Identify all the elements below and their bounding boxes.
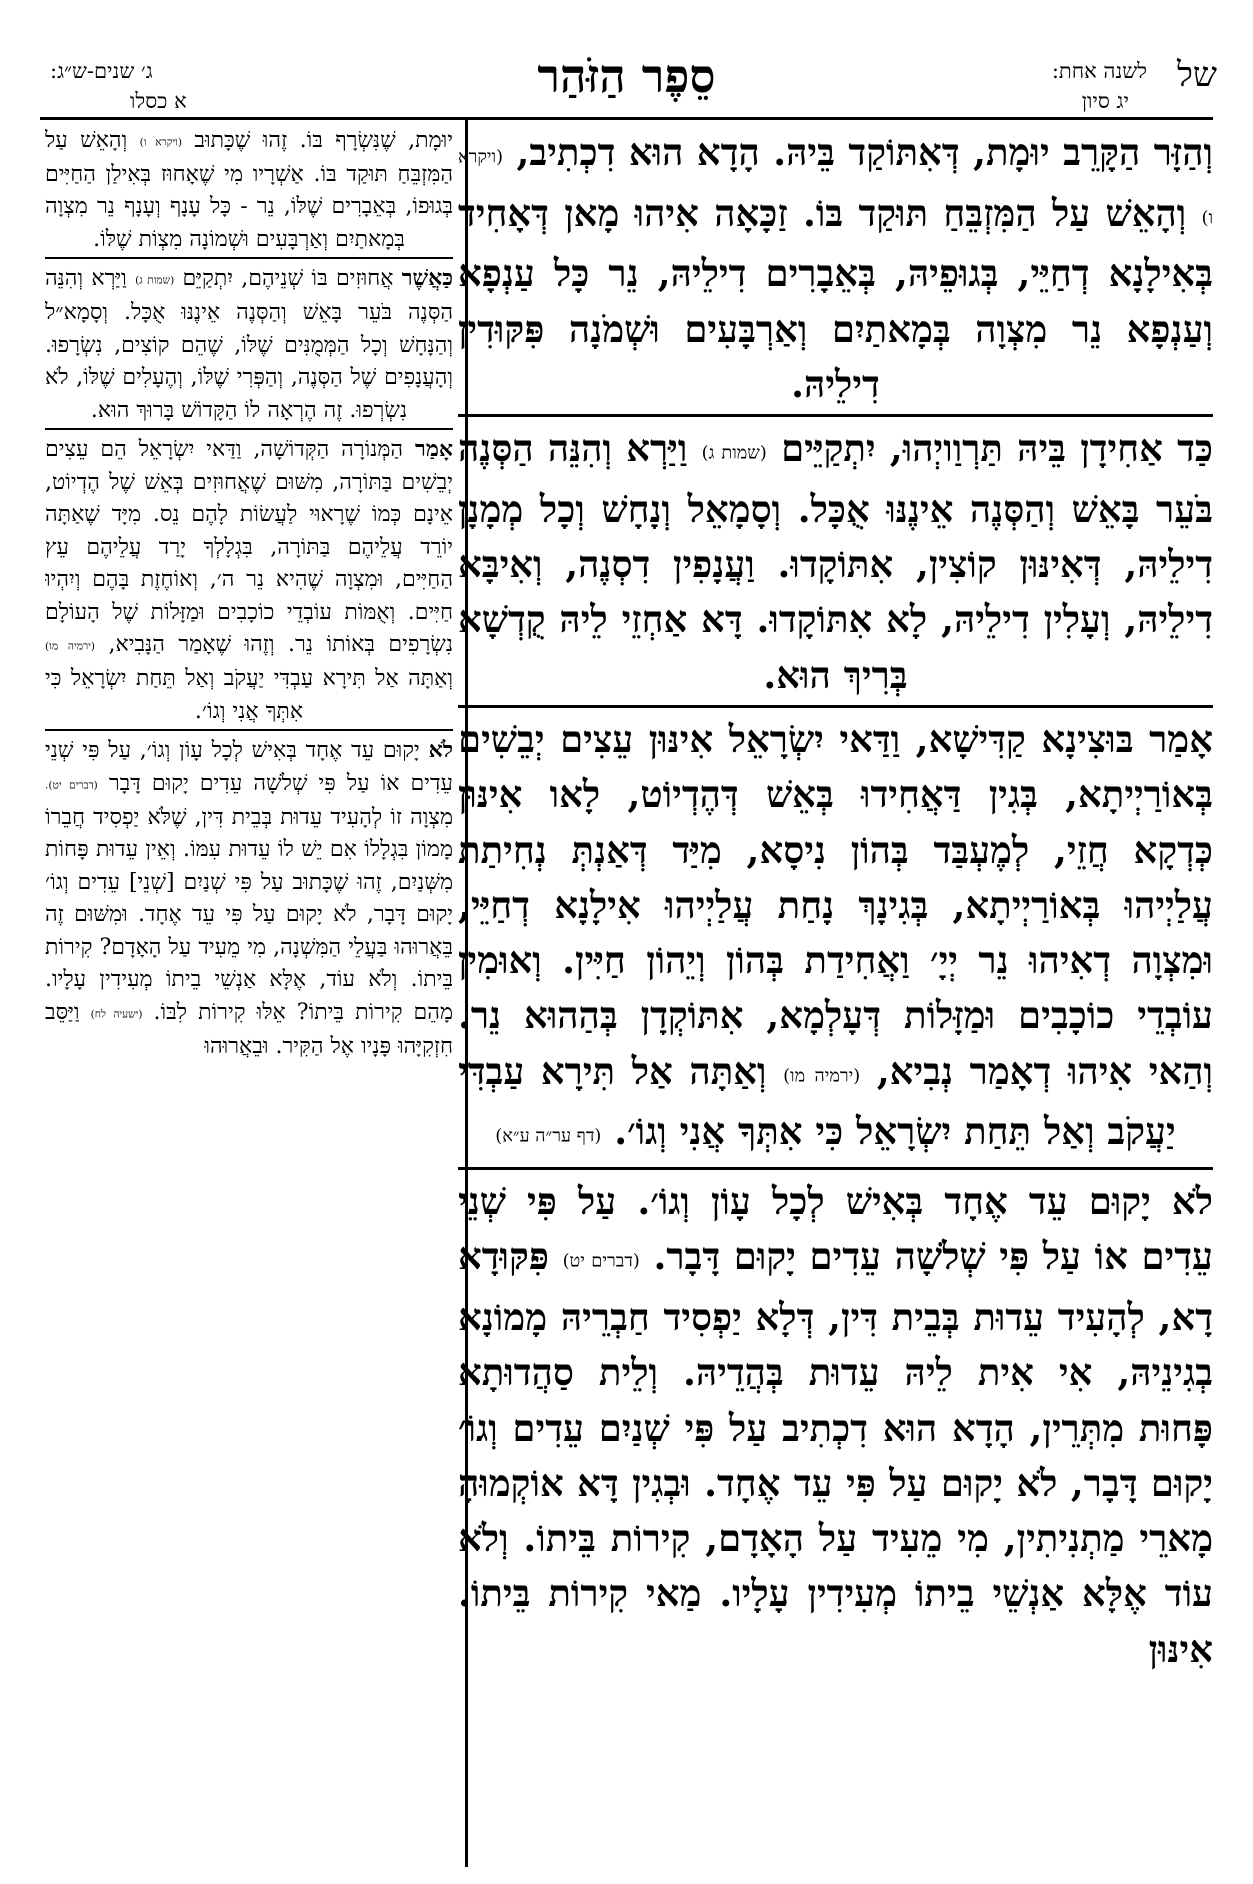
daf-ref: (דף ער״ה ע״א) bbox=[495, 1126, 602, 1147]
text: יָקוּם עֵד אֶחָד בְּאִישׁ לְכָל עָוֹן וְגוֹ׳. עַל פִּי שְׁנֵי עֵדִים אוֹ עַל פִּי שְׁלֹשָׁה עֵדִים יָקוּם דָּבָר. bbox=[458, 1179, 1213, 1279]
lead-word: כַּאֲשֶׁר bbox=[401, 265, 453, 292]
source-ref: (שמות ג) bbox=[701, 443, 767, 464]
main-paragraph-4 bbox=[458, 1174, 1213, 1677]
text: יוּמָת, שֶׁנִּשְׂרָף בּוֹ. זֶהוּ שֶׁכָּתוּב bbox=[194, 128, 453, 153]
paragraph-separator bbox=[458, 1167, 1213, 1170]
text: אַחִידָן בֵּיהּ תַּרְוַויְהוּ, יִתְקַיֵּים bbox=[781, 426, 1163, 471]
text: הַמְּנוֹרָה הַקְּדוֹשָׁה, וַדַּאי יִשְׂרָאֵל הֵם עֵצִים יְבֵשִׁים בַּתּוֹרָה, מִשּׁוּם שֶׁאֲחוּזִים בְּאֵשׁ שֶׁל הֶדְיוֹט, אֵינָם כְּמוֹ שֶׁרָאוּי לַעֲשׂוֹת לָהֶם נֵס. מִיָּד שֶׁאַתָּה יוֹרֵד עֲלֵיהֶם בַּתּוֹרָה, בִּגְלָלְךָ יָרַד עֲלֵיהֶם עֵץ הַחַיִּים, וּמִצְוָה שֶׁהִיא נֵר ה׳, וְאוֹחֶזֶת בָּהֶם וְיִהְיוּ חַיִּים. וְאֻמּוֹת עוֹבְדֵי כוֹכָבִים וּמַזָּלוֹת שֶׁל הָעוֹלָם נִשְׂרָפִים בְּאוֹתוֹ נֵר. וְזֶהוּ שֶׁאָמַר הַנָּבִיא, bbox=[45, 437, 453, 658]
lead-word: אָמַר bbox=[415, 436, 453, 463]
main-paragraph-2 bbox=[458, 421, 1213, 703]
text: יָקוּם עֵד אֶחָד בְּאִישׁ לְכָל עָוֹן וְגוֹ׳, עַל פִּי שְׁנֵי עֵדִים אוֹ עַל פִּי שְׁלֹשָׁה עֵדִים יָקוּם דָּבָר bbox=[45, 738, 453, 796]
main-column bbox=[458, 125, 1213, 1867]
header-date-left: א כסלו bbox=[130, 89, 187, 113]
text: וְהַזָּר הַקָּרֵב יוּמָת, דְּאִתּוֹקַד בֵּיהּ. הָדָא הוּא דִכְתִיב, bbox=[516, 130, 1213, 174]
page-title: סֵפֶר הַזֹּהַר bbox=[537, 49, 716, 103]
text: אֲחוּזִים בּוֹ שְׁנֵיהֶם, יִתְקַיֵּם bbox=[182, 266, 394, 292]
paragraph-separator bbox=[458, 414, 1213, 417]
lead-word: כַּד bbox=[1177, 426, 1213, 471]
header-shel: של bbox=[1177, 55, 1217, 95]
side-paragraph-1 bbox=[45, 125, 453, 256]
header-one-year: לשנה אחת: bbox=[1051, 59, 1147, 83]
source-ref: (ויקרא ו) bbox=[139, 136, 182, 149]
source-ref: (ויקרא ו) bbox=[458, 147, 1213, 228]
text: וְהָאֵשׁ עַל הַמִּזְבֵּחַ תּוּקַד בּוֹ. אַשְׁרָיו מִי שֶׁאָחוּז בְּאִילַן הַחַיִּים בְּגוּפוֹ, בְּאֵבָרִים שֶׁלּוֹ, נֵר - כָּל עָנָף וְעָנָף נֵר מִצְוָה בְּמָאתַיִם וְאַרְבָּעִים וּשְׁמוֹנָה מִצְוֹת שֶׁלּוֹ. bbox=[45, 128, 453, 252]
paragraph-separator bbox=[45, 428, 453, 430]
header-rule bbox=[40, 117, 1213, 120]
source-ref: (ירמיה מו) bbox=[45, 640, 96, 653]
lead-word: לֹא bbox=[428, 737, 453, 764]
source-ref: (דברים יט). bbox=[45, 779, 98, 792]
paragraph-separator bbox=[45, 729, 453, 731]
side-paragraph-3 bbox=[45, 433, 453, 728]
text: וְאַתָּה אַל תִּירָא עַבְדִּי יַעֲקֹב וְאַל תֵּחַת יִשְׂרָאֵל כִּי אִתְּךָ אֲנִי וְגוֹ׳. bbox=[45, 666, 453, 724]
paragraph-separator bbox=[45, 257, 453, 259]
side-paragraph-2 bbox=[45, 262, 453, 427]
main-paragraph-1 bbox=[458, 125, 1213, 412]
text: וַיַּרְא וְהִנֵּה הַסְּנֶה בֹּעֵר בָּאֵשׁ וְהַסְּנֶה אֵינֶנּוּ אֻכָּל. וְסָמָאֵל וְנָחָשׁ וְכָל מְמָנָן דִילֵיהּ, דְּאִינּוּן קוֹצִין, אִתּוֹקָדוּ. וַעֲנָפִין דִסְנֶה, וְאִיבָּא דִילֵיהּ, וְעָלִין דִילֵיהּ, לָא אִתּוֹקָדוּ. דָּא אַחְזֵי לֵיהּ קֻדְשָׁא בְּרִיךְ הוּא. bbox=[458, 426, 1213, 697]
side-paragraph-4 bbox=[45, 734, 453, 1063]
main-paragraph-3 bbox=[458, 712, 1213, 1165]
text: וַיַּסֵּב חִזְקִיָּהוּ פָּנָיו אֶל הַקִּיר. וּבֵאֲרוּהוּ bbox=[45, 999, 453, 1059]
paragraph-separator bbox=[458, 705, 1213, 708]
lead-word: אָמַר bbox=[1149, 717, 1213, 761]
header-volume: ג׳ שנים-ש״ג: bbox=[50, 59, 153, 83]
source-ref: (ישעיה לח) bbox=[90, 1008, 143, 1021]
text: וְאַתָּה אַל תִּירָא עַבְדִּי יַעֲקֹב וְאַל תֵּחַת יִשְׂרָאֵל כִּי אִתְּךָ אֲנִי וְגוֹ׳. bbox=[458, 1048, 1176, 1154]
header-date-right: יג סיון bbox=[1081, 89, 1129, 113]
translation-column bbox=[45, 125, 453, 1867]
text: בּוּצִינָא קַדִּישָׁא, וַדַּאי יִשְׂרָאֵל אִינּוּן עֵצִים יְבֵשִׁים בְּאוֹרַיְיתָא, בְּגִין דַּאֲחִידוּ בְּאֵשׁ דְּהֶדְיוֹט, לָאו אִינּוּן כְּדְקָא חֲזֵי, לְמֶעְבַּד בְּהוֹן נִיסָא, מִיַּד דְּאַנְתְּ נְחִיתַת עֲלַיְיהוּ בְּאוֹרַיְיתָא, בְּגִינָךְ נָחַת עֲלַיְיהוּ אִילָנָא דְחַיֵּי, וּמִצְוָה דְאִיהוּ נֵר יְיָ׳ וַאֲחִידַת בְּהוֹן וְיֵהוֹן חַיִּין. וְאוּמִין עוֹבְדֵי כוֹכָבִים וּמַזָּלוֹת דְּעָלְמָא, אִתּוֹקְדָן בְּהַהוּא נֵר. וְהַאי אִיהוּ דְאָמַר נְבִיא, bbox=[458, 717, 1213, 1093]
text: וְהָאֵשׁ עַל הַמִּזְבֵּחַ תּוּקַד בּוֹ. זַכָּאָה אִיהוּ מָאן דְּאָחִיד בְּאִילָנָא דְחַיֵּי, בְּגוּפֵיהּ, בְּאֵבָרִים דִילֵיהּ, נֵר כָּל עַנְפָא וְעַנְפָא נֵר מִצְוָה בְּמָאתַיִם וְאַרְבָּעִים וּשְׁמֹנָה פִּקּוּדִין דִילֵיהּ. bbox=[458, 190, 1213, 406]
lead-word: לֹא bbox=[1171, 1179, 1213, 1224]
text: וַיַּרְא וְהִנֵּה הַסְּנֶה בֹּעֵר בָּאֵשׁ וְהַסְּנֶה אֵינֶנּוּ אֻכָּל. וְסָמָא״ל וְהַנָּחָשׁ וְכָל הַמְּמֻנִּים שֶׁלּוֹ, שֶׁהֵם קוֹצִים, נִשְׂרָפוּ. וְהָעֲנָפִים שֶׁל הַסְּנֶה, וְהַפְּרִי שֶׁלּוֹ, וְהֶעָלִים שֶׁלּוֹ, לֹא נִשְׂרְפוּ. זֶה הֶרְאָה לוֹ הַקָּדוֹשׁ בָּרוּךְ הוּא. bbox=[45, 266, 453, 423]
header-left bbox=[50, 55, 370, 115]
source-ref: (שמות ג) bbox=[135, 274, 175, 287]
source-ref: (ירמיה מו) bbox=[783, 1066, 861, 1087]
source-ref: (דברים יט) bbox=[562, 1251, 640, 1272]
text: מִצְוָה זוֹ לְהָעִיד עֵדוּת בְּבֵית דִּין, שֶׁלֹּא יַפְסִיד חֲבֵרוֹ מָמוֹן בִּגְלָלוֹ אִם יֵשׁ לוֹ עֵדוּת עִמּוֹ. וְאֵין עֵדוּת פָּחוֹת מִשְּׁנַיִם, זֶהוּ שֶׁכָּתוּב עַל פִּי שְׁנַיִם [שְׁנֵי] עֵדִים וְגוֹ׳ יָקוּם דָּבָר, לֹא יָקוּם עַל פִּי עֵד אֶחָד. וּמִשּׁוּם זֶה בֵּאֲרוּהוּ בַּעֲלֵי הַמִּשְׁנָה, מִי מֵעִיד עַל הָאָדָם? קִירוֹת בֵּיתוֹ. וְלֹא עוֹד, אֶלָּא אַנְשֵׁי בֵיתוֹ מְעִידִין עָלָיו. מָהֵם קִירוֹת בֵּיתוֹ? אֵלּוּ קִירוֹת לִבּוֹ. bbox=[45, 804, 453, 1025]
text: פִּקּוּדָא דָא, לְהָעִיד עֵדוּת בְּבֵית דִּין, דְּלָא יַפְסִיד חַבְרֵיהּ מָמוֹנָא בְגִינֵיהּ, אִי אִית לֵיהּ עֵדוּת בְּהֲדֵיהּ. וְלֵית סַהֲדוּתָא פָּחוּת מִתְּרֵין, הָדָא הוּא דִכְתִיב עַל פִּי שְׁנַיִם עֵדִים וְגוֹ׳ יָקוּם דָּבָר, לֹא יָקוּם עַל פִּי עֵד אֶחָד. וּבְגִין דָּא אוֹקְמוּהָ מָארֵי מַתְנִיתִין, מִי מֵעִיד עַל הָאָדָם, קִירוֹת בֵּיתוֹ. וְלֹא עוֹד אֶלָּא אַנְשֵׁי בֵיתוֹ מְעִידִין עָלָיו. מַאי קִירוֹת בֵּיתוֹ. אִינּוּן bbox=[458, 1234, 1213, 1671]
